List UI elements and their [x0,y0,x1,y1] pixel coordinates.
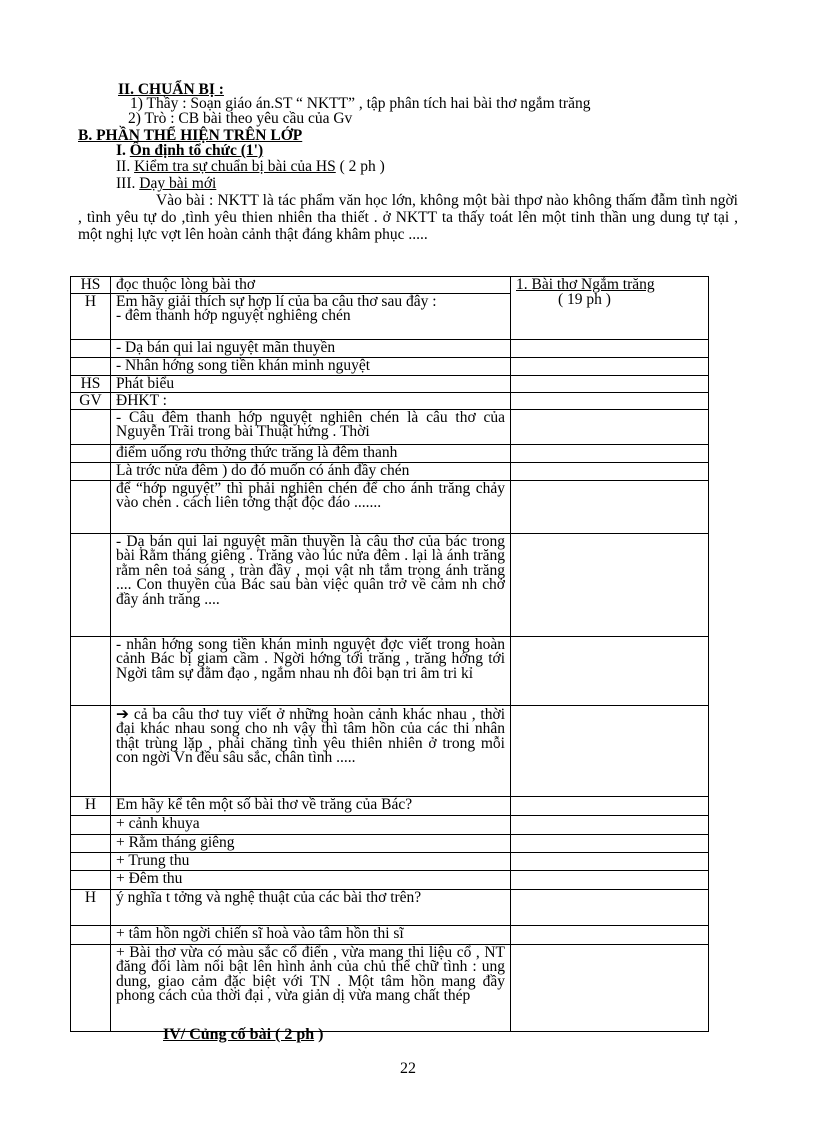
content-cell [111,480,511,533]
notes-cell [511,462,709,480]
content-line: + tâm hồn ngời chiến sĩ hoà vào tâm hồn thi sĩ [116,925,404,942]
step-i-num: I. [116,142,126,159]
content-cell [111,409,511,444]
content-line: ĐHKT : [116,392,167,409]
role-cell [71,409,111,444]
notes-cell [511,852,709,870]
role-cell [71,462,111,480]
content-line: đọc thuộc lòng bài thơ [116,276,256,293]
table-row [71,444,709,462]
table-row [71,870,709,889]
role-cell [71,834,111,852]
content-cell [111,870,511,889]
notes-cell [511,870,709,889]
notes-cell [511,444,709,462]
table-row [71,796,709,815]
role-cell: H [71,889,111,925]
role-cell: H [71,293,111,339]
step-ii-text: Kiểm tra sự chuẩn bị bài của HS [134,158,336,175]
role-cell: HS [71,375,111,392]
section-b-heading: B. PHẦN THỂ HIỆN TRÊN LỚP [78,127,303,144]
content-line: điểm uống rơu thởng thức trăng là đêm thanh [116,444,398,461]
role-cell: H [71,796,111,815]
notes-cell [511,889,709,925]
notes-cell [511,796,709,815]
table-row [71,375,709,392]
table-row [71,889,709,925]
content-line: Em hãy kể tên một số bài thơ về trăng của Bác? [116,796,413,813]
notes-cell [511,409,709,444]
notes-cell [511,277,709,340]
lesson-table [70,276,709,1032]
content-cell [111,462,511,480]
step-i-text: Ổn định tổ chức (1') [129,142,264,159]
student-prep: 2) Trò : CB bài theo yêu cầu của Gv [128,110,353,127]
content-cell [111,705,511,796]
content-line: để “hớp nguyệt” thì phải nghiên chén để cho ánh trăng chảy vào chén . cách liên tởng thật độc đáo ....... [116,480,505,511]
content-line: ý nghĩa t tởng và nghệ thuật của các bài thơ trên? [116,889,422,906]
role-cell [71,705,111,796]
role-cell [71,870,111,889]
step-ii [116,159,385,175]
table-row [71,944,709,1031]
page-number: 22 [400,1060,416,1077]
notes-cell [511,339,709,357]
notes-cell [511,533,709,636]
role-cell [71,357,111,375]
table-row [71,277,709,294]
table-row [71,705,709,796]
step-ii-time: ( 2 ph ) [339,158,385,175]
table-row [71,357,709,375]
content-cell [111,277,511,294]
step-i [116,143,263,159]
role-cell [71,480,111,533]
role-cell [71,944,111,1031]
content-line: - Dạ bán qui lai nguyệt mãn thuyền là câu thơ của bác trong bài Rằm tháng giêng . Trăng vào lúc nửa đêm . lại là ánh trăng rằm nên toả sáng , tràn đầy , mọi vật nh tắm trong ánh trăng .... Con thuyền của Bác sau bàn việc quân trở về cảm nh chở đầy ánh trăng .... [116,533,505,608]
content-line: cả ba câu thơ tuy viết ở những hoàn cảnh khác nhau , thời đại khác nhau song cho nh vậy thì tâm hồn của các thi nhân thật trùng lặp , phải chăng tình yêu thiên nhiên ở trong mỗi con ngời Vn đều sâu sắc, chân tình ..... [116,705,505,766]
table-row [71,815,709,834]
role-cell [71,852,111,870]
content-line: + cảnh khuya [116,815,200,832]
role-cell: HS [71,277,111,294]
table-row [71,925,709,944]
role-cell [71,815,111,834]
step-iii-num: III. [116,175,136,192]
role-cell [71,636,111,705]
notes-cell [511,357,709,375]
table-row [71,339,709,357]
role-cell [71,533,111,636]
role-cell [71,339,111,357]
content-cell [111,293,511,339]
content-cell [111,944,511,1031]
content-cell [111,834,511,852]
table-row [71,462,709,480]
intro-paragraph: Vào bài : NKTT là tác phẩm văn học lớn, không một bài thpơ nào không thấm đẫm tình ngời , tình yêu tự do ,tình yêu thien nhiên tha thiết . ở NKTT ta thấy toát lên một tinh thần ung dung tự tại , một nghị lực vợt lên hoàn cảnh thật đáng khâm phục ..... [78,192,738,243]
content-cell [111,889,511,925]
role-cell [71,925,111,944]
content-cell [111,796,511,815]
content-cell [111,339,511,357]
content-cell [111,815,511,834]
table-row [71,533,709,636]
notes-cell [511,480,709,533]
section-ii-heading: II. CHUẨN BỊ : [118,81,224,98]
content-line: + Trung thu [116,852,190,869]
consolidate-text: IV/ Củng cố bài ( 2 ph [163,1026,315,1043]
content-line: - Câu đêm thanh hớp nguyệt nghiên chén là câu thơ của Nguyễn Trãi trong bài Thuật hứng . Thời [116,409,505,440]
content-line: - Nhân hớng song tiền khán minh nguyệt [116,357,371,374]
content-line: - nhân hớng song tiền khán minh nguyệt đợc viết trong hoàn cảnh Bác bị giam cầm . Ngời hớng tới trăng , trăng hớng tới Ngời tâm sự đằm đạo , ngắm nhau nh đôi bạn tri âm tri kỉ [116,636,505,682]
content-line: + Rằm tháng giêng [116,834,235,851]
step-iii [116,176,216,192]
section-time: ( 19 ph ) [558,290,611,308]
content-cell [111,357,511,375]
notes-cell [511,705,709,796]
table-row [71,852,709,870]
content-cell [111,444,511,462]
notes-cell [511,834,709,852]
content-line: - Dạ bán qui lai nguyệt mãn thuyền [116,339,336,356]
teacher-prep: 1) Thầy : Soạn giáo án.ST “ NKTT” , tập phân tích hai bài thơ ngắm trăng [130,95,591,112]
table-row [71,834,709,852]
content-line: + Bài thơ vừa có màu sắc cổ điển , vừa mang thi liệu cổ , NT đăng đối làm nổi bật lên hình ảnh của chủ thể chữ tình : ung dung, giao cảm đặc biệt với TN . Một tâm hồn mang đầy phong cách của thời đại , vừa giản dị vừa mang chất thép [116,944,505,1004]
table-row [71,480,709,533]
table-row [71,392,709,409]
arrow-right-icon: ➔ [116,705,129,723]
role-cell [71,444,111,462]
notes-cell [511,392,709,409]
notes-cell [511,375,709,392]
content-line: Là trớc nửa đêm ) do đó muốn có ánh đầy chén [116,462,410,479]
content-cell [111,533,511,636]
content-line: - đêm thanh hớp nguyệt nghiêng chén [116,307,351,324]
notes-cell [511,925,709,944]
notes-cell [511,636,709,705]
table-row [71,409,709,444]
content-cell [111,852,511,870]
content-cell [111,636,511,705]
role-cell: GV [71,392,111,409]
table-row [71,636,709,705]
consolidate-end: ) [314,1026,324,1043]
content-cell [111,392,511,409]
section-title: 1. Bài thơ Ngắm trăng [516,276,655,293]
consolidate-heading [163,1027,323,1043]
notes-cell [511,944,709,1031]
step-ii-num: II. [116,158,131,175]
content-cell [111,375,511,392]
step-iii-text: Dạy bài mới [139,175,217,192]
content-line: + Đêm thu [116,870,183,887]
content-cell [111,925,511,944]
content-line: Em hãy giải thích sự hợp lí của ba câu thơ sau đây : [116,293,437,310]
lesson-table-body [71,277,709,1032]
content-line: Phát biểu [116,375,175,392]
notes-cell [511,815,709,834]
